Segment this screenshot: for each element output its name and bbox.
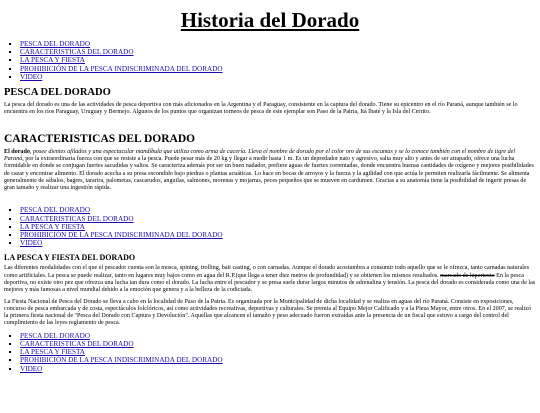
fiesta-text-part: Las diferentes modalidades con el que el pescador cuenta son la mosca, spining, trolling, bait casting, o con carnadas. Aunque el dorado acostumbra a consumir todo aquello que se le ofrezca, tanto carnadas naturales como artificiales. La pesca se puede realizar, tanto en lugares muy bajos como en agua del R.P.(que llega a tener diez metros de profundidad) y se obtienen los mismos resultados.	[4, 265, 530, 279]
nav-link-prohibicion[interactable]: PROHIBICIÓN DE LA PESCA INDISCRIMINADA DEL DORADO	[20, 356, 223, 365]
section-heading-fiesta: LA PESCA Y FIESTA DEL DORADO	[4, 253, 136, 263]
nav-link-pesca[interactable]: PESCA DEL DORADO	[20, 331, 91, 340]
section-text-fiesta-1	[4, 265, 536, 294]
page	[0, 8, 540, 373]
nav-item	[20, 356, 536, 364]
nav-item	[20, 73, 536, 81]
description-text: por la extraordinaria fuerza con que se resiste a la pesca. Puede pesar más de 20 kg y llegar a medir hasta 1 m. Es un depredador nato y agresivo, salta muy alto y antes de ser atrapado, ofrece una lucha formidable en donde se conjugan fuertes sacudidas y saltos. Se caracteriza además por ser un buen nadador, prefiere aguas de fuertes correntadas, donde encuentra buenas cantidades de oxígeno y mejores posibilidades de cazar y encontrar alimento. El dorado acecha a su presa escondido bajo piedras o plantas acuáticas. Lo hace en bocas de arroyos y la fuerza y la agilidad con que actúa le permiten realizarla fácilmente. Se alimenta generalmente de sábalos, bagres, tararira, palometas, cascarudos, anguilas, salmones, morenas y mojarras, peces pequeños que se mueven en cardumen. Gracias a su anatomía tiene la posibilidad de ingerir presas de gran tamaño y realizar una ingestión rápida.	[4, 155, 534, 192]
nav-link-caracteristicas[interactable]: CARACTERISTICAS DEL DORADO	[20, 48, 134, 57]
nav-item	[20, 40, 536, 48]
nav-link-fiesta[interactable]: LA PESCA Y FIESTA	[20, 56, 85, 65]
nav-link-prohibicion[interactable]: PROHIBICIÓN DE LA PESCA INDISCRIMINADA DEL DORADO	[20, 64, 223, 73]
nav-item	[20, 332, 536, 340]
nav-item	[20, 365, 536, 373]
nav-item	[20, 340, 536, 348]
nav-item	[20, 231, 536, 239]
nav-item	[20, 206, 536, 214]
nav-item	[20, 65, 536, 73]
section-heading-caracteristicas: CARACTERISTICAS DEL DORADO	[4, 132, 196, 145]
nav-list-top	[4, 40, 536, 81]
nav-item	[20, 48, 536, 56]
section-text-fiesta-2: La Fiesta Nacional de Pesca del Dorado se lleva a cabo en la localidad de Paso de la Patria. Es organizada por la Municipalidad de dicha localidad y se realiza en aguas del río Paraná. Consiste en exposiciones, concurso de pesca embarcada y de costa, espectáculos folclóricos, así como actividades recreativas, deportivas y culturales. Se premia al Equipo Mejor Calificado y a la Pieza Mayor, entre otros. En el 2007, se realizó la primera fiesta nacional de "Pesca del Dorado con Captura y Devolución". Aquellas que alcancen el tamaño y peso adecuado fueron extraídas ante la presencia de un fiscal que estuvo a cargo del control del cumplimiento de las leyes reglamento de pesca.	[4, 298, 532, 327]
nav-link-pesca[interactable]: PESCA DEL DORADO	[20, 206, 91, 215]
nav-item	[20, 223, 536, 231]
nav-link-video[interactable]: VIDEO	[20, 239, 43, 248]
nav-list-bottom	[4, 332, 536, 373]
nav-link-video[interactable]: VIDEO	[20, 72, 43, 81]
struck-text: marcado de hipertexto	[440, 272, 495, 279]
nav-list-middle	[4, 206, 536, 247]
section-heading-pesca: PESCA DEL DORADO	[4, 87, 111, 99]
page-title: Historia del Dorado	[180, 8, 360, 32]
fiesta-text-part: En la pesca deportiva, no existe otro pez que ofrezca una lucha tan dura como el dorado. La lucha entre el pescador y se presa suele durar largos minutos de adrenalina y tensión. La pesca del dorado es considerada como una de las mejores y más famosas a nivel mundial debido a la emoción que genera y a la belleza de la codiciada.	[4, 272, 536, 294]
nav-link-prohibicion[interactable]: PROHIBICIÓN DE LA PESCA INDISCRIMINADA DEL DORADO	[20, 231, 223, 239]
nav-link-fiesta[interactable]: LA PESCA Y FIESTA	[20, 222, 85, 231]
nav-link-caracteristicas[interactable]: CARACTERISTICAS DEL DORADO	[20, 339, 134, 348]
section-text-pesca: La pesca del dorado es una de las actividades de pesca deportiva con más aficionados en la Argentina y el Paraguay, consistente en la captura del dorado. Tiene su epicentro en el río Paraná, aunque también se lo encuentra en los ríos Paraguay, Uruguay y Bermejo. Algunos de los puntos que organizan torneos de pesca de este ejemplar son Paso de la Patria, Itá Ibaté y la Isla del Cerrito.	[4, 102, 518, 116]
nav-link-fiesta[interactable]: LA PESCA Y FIESTA	[20, 348, 85, 357]
nav-link-caracteristicas[interactable]: CARACTERISTICAS DEL DORADO	[20, 214, 134, 223]
section-text-caracteristicas	[4, 149, 536, 193]
italic-description: , posee dientes afilados y una espectacular mandíbula que utiliza como arma de cacería. Lleva el nombre de dorado por el color oro de sus escamas y se lo conoce también con el nombre de tigre del Paraná,	[4, 148, 516, 162]
nav-item	[20, 56, 536, 64]
bold-lead: El dorado	[4, 148, 30, 155]
nav-link-pesca[interactable]: PESCA DEL DORADO	[20, 40, 91, 48]
nav-item	[20, 239, 536, 247]
nav-link-video[interactable]: VIDEO	[20, 364, 43, 373]
nav-item	[20, 215, 536, 223]
